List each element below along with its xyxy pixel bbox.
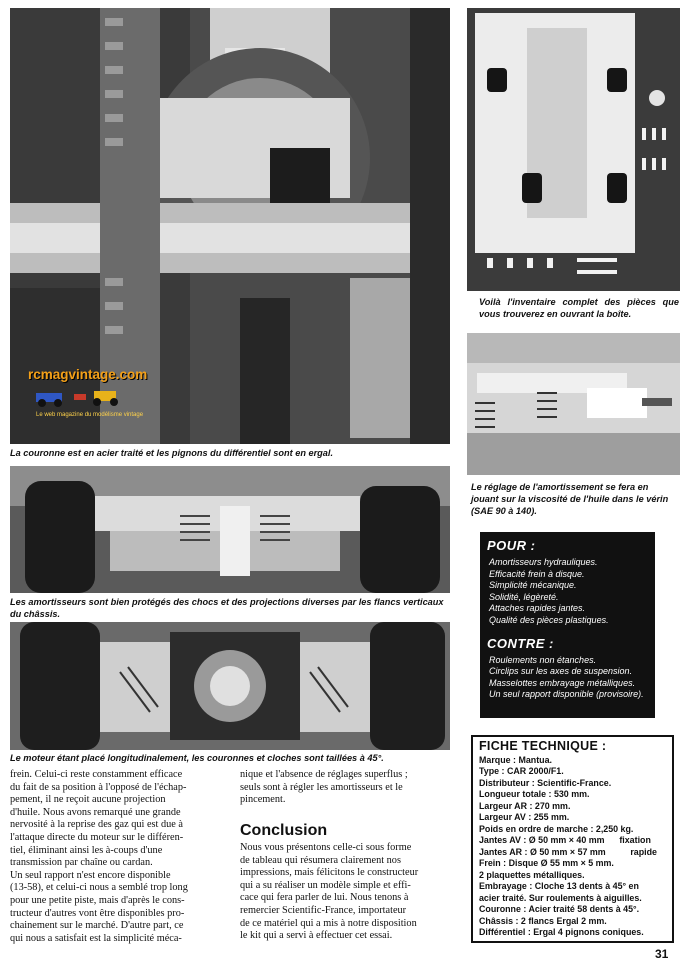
contre-item: Circlips sur les axes de suspension.: [489, 666, 633, 677]
body-line: cace qui fera parler de lui. Nous tenons à: [240, 892, 409, 904]
body-line: le kit qui a servi à effectuer cet essai.: [240, 930, 393, 942]
page-number: 31: [655, 947, 669, 961]
body-line: tiel, éliminant ainsi les à-coups d'une: [10, 844, 163, 856]
fiche-line: Châssis : 2 flancs Ergal 2 mm.: [479, 915, 607, 926]
contre-item: Roulements non étanches.: [489, 654, 597, 665]
contre-heading: CONTRE :: [487, 635, 554, 651]
photo-shocks: [10, 466, 450, 593]
caption-photo-2: Les amortisseurs sont bien protégés des chocs et des projections diverses par les flancs verticaux du châssis.: [10, 597, 444, 619]
pour-list: [480, 557, 655, 627]
fiche-line: Couronne : Acier traité 58 dents à 45°.: [479, 904, 640, 914]
body-line: pincement.: [240, 794, 286, 806]
caption-photo-5: Le réglage de l'amortissement se fera en jouant sur la viscosité de l'huile dans le vérin (SAE 90 à 140).: [471, 482, 669, 516]
body-line: qui nous a satisfait est la simplicité méca-: [10, 932, 182, 944]
body-line: Nous vous présentons celle-ci sous forme: [240, 842, 412, 853]
race-car-icon: [34, 385, 144, 409]
body-line: nique et l'absence de réglages superflus ;: [240, 769, 408, 780]
body-column-2a: [240, 769, 452, 807]
body-column-2b: [240, 842, 452, 943]
body-column-1: [10, 769, 220, 945]
fiche-line: Jantes AV : Ø 50 mm × 40 mm fixation: [479, 835, 651, 845]
fiche-line: Jantes AR : Ø 50 mm × 57 mm rapide: [479, 846, 657, 857]
pour-heading: POUR :: [487, 538, 536, 553]
fiche-line: Poids en ordre de marche : 2,250 kg.: [479, 823, 634, 834]
fiche-line: Type : CAR 2000/F1.: [479, 766, 564, 776]
fiche-line: Embrayage : Cloche 13 dents à 45° en: [479, 881, 639, 891]
body-line: impressions, mais félicitons le constructeur: [240, 867, 419, 879]
fiche-line: Différentiel : Ergal 4 pignons coniques.: [479, 927, 644, 937]
pour-contre-box: [480, 532, 655, 718]
body-line: nervosité à la reprise des gaz qui est due à: [10, 819, 183, 831]
pour-item: Attaches rapides jantes.: [489, 603, 586, 614]
pour-item: Solidité, légèreté.: [489, 591, 559, 602]
caption-photo-3: Le moteur étant placé longitudinalement, les couronnes et cloches sont taillées à 45°.: [10, 753, 384, 763]
body-line: de ce matériel qui a mis à notre disposition: [240, 917, 417, 929]
watermark-subtitle: Le web magazine du modélisme vintage: [36, 412, 144, 418]
pour-item: Amortisseurs hydrauliques.: [489, 557, 598, 567]
body-line: frein. Celui-ci reste constamment efficace: [10, 769, 183, 780]
body-line: de tableau qui résumera clairement nos: [240, 854, 401, 866]
fiche-line: Largeur AR : 270 mm.: [479, 800, 571, 811]
watermark-logo: [28, 367, 156, 427]
photo-motor: [10, 622, 450, 750]
pour-item: Efficacité frein à disque.: [489, 568, 585, 579]
body-line: tructeur d'autres vont être disponibles pro-: [10, 907, 185, 919]
contre-item: Masselottes embrayage métalliques.: [489, 677, 636, 688]
body-line: pour une petite piste, mais d'après le cons-: [10, 894, 185, 906]
conclusion-heading: Conclusion: [240, 822, 328, 839]
fiche-line: Frein : Disque Ø 55 mm × 5 mm.: [479, 858, 614, 868]
body-line: (13-58), et celui-ci nous a semblé trop long: [10, 882, 188, 894]
fiche-title: FICHE TECHNIQUE :: [479, 739, 607, 753]
body-line: pement, il ne reçoit aucune projection: [10, 794, 166, 806]
fiche-line: Longueur totale : 530 mm.: [479, 789, 590, 799]
caption-photo-1: La couronne est en acier traité et les pignons du différentiel sont en ergal.: [10, 448, 333, 458]
fiche-line: Distributeur : Scientific-France.: [479, 777, 612, 788]
pour-item: Simplicité mécanique.: [489, 580, 577, 591]
contre-list: [480, 655, 655, 701]
body-line: seuls sont à régler les amortisseurs et le: [240, 781, 403, 793]
body-line: du fait de sa position à l'opposé de l'échap-: [10, 781, 187, 793]
photo-shock-detail: [467, 333, 680, 475]
fiche-technique: [471, 735, 674, 943]
body-line: transmission par chaîne ou cardan.: [10, 857, 153, 869]
body-line: remercier Scientific-France, importateur: [240, 904, 407, 916]
body-line: qui a su réaliser un modèle simple et effi-: [240, 879, 411, 891]
contre-item: Un seul rapport disponible (provisoire).: [489, 689, 644, 700]
body-line: Un seul rapport n'est encore disponible: [10, 869, 171, 881]
photo-parts-inventory: [467, 8, 680, 291]
body-line: chainement sur le marché. D'autre part, ce: [10, 920, 184, 932]
fiche-line: 2 plaquettes métalliques.: [479, 869, 585, 880]
fiche-line: Largeur AV : 255 mm.: [479, 812, 570, 822]
body-line: l'attaque directe du moteur sur le différen-: [10, 831, 184, 843]
pour-item: Qualité des pièces plastiques.: [489, 614, 609, 625]
body-line: d'huile. Nous avons remarqué une grande: [10, 806, 181, 818]
caption-photo-4: Voilà l'inventaire complet des pièces que vous trouverez en ouvrant la boîte.: [479, 297, 679, 319]
watermark-title: rcmagvintage.com: [28, 367, 148, 382]
fiche-line: Marque : Mantua.: [479, 754, 552, 765]
fiche-line: acier traité. Sur roulements à aiguilles.: [479, 892, 642, 903]
